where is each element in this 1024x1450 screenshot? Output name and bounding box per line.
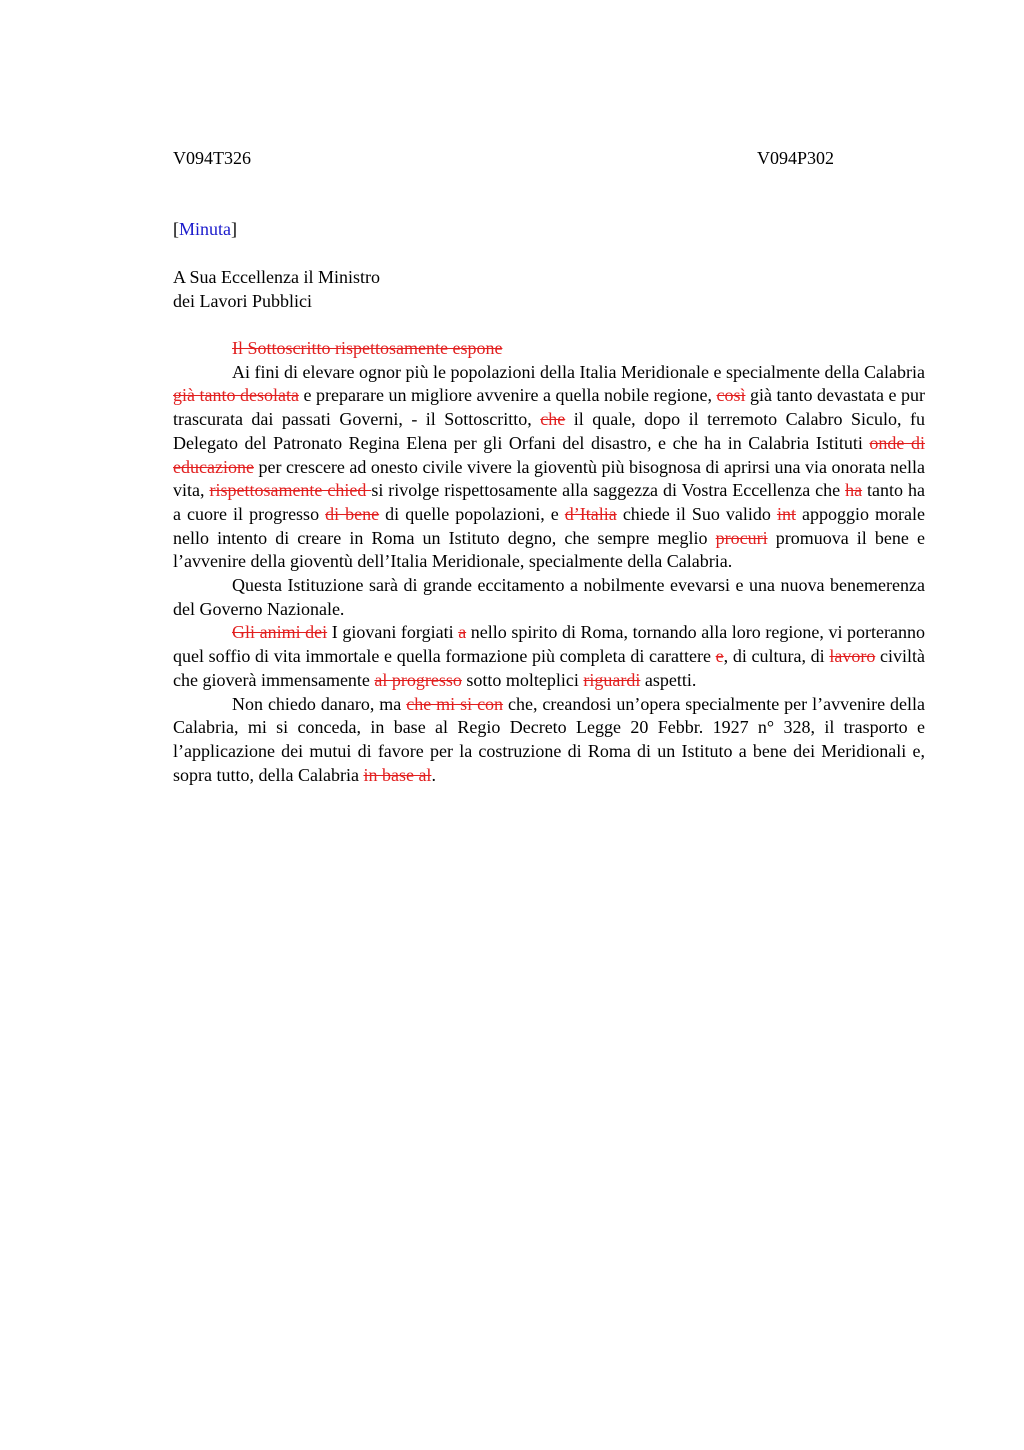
deleted-text: Il Sottoscritto rispettosamente espone — [232, 338, 503, 358]
left-archive-code: V094T326 — [173, 148, 251, 168]
minuta-open-bracket: [ — [173, 219, 179, 239]
letter-body — [173, 337, 925, 787]
minuta-label — [173, 217, 237, 241]
text-segment: aspetti. — [640, 669, 697, 690]
deleted-text: che mi si con — [406, 693, 504, 714]
text-segment: già tanto devastata e pur trascurata dai passati Governi, - il Sottoscritto, — [173, 385, 925, 430]
letter-paragraph — [173, 337, 925, 361]
deleted-text: di bene — [325, 503, 380, 524]
text-segment: per crescere ad onesto civile vivere la gioventù più bisognosa di aprirsi una via onorata nella vita, — [173, 456, 925, 501]
letter-paragraph — [173, 574, 925, 621]
deleted-text: già tanto desolata — [173, 385, 299, 406]
text-segment: . — [431, 764, 436, 785]
deleted-text: Gli animi dei — [232, 622, 328, 643]
minuta-close-bracket: ] — [231, 219, 237, 239]
text-segment: chiede il Suo valido — [616, 503, 777, 524]
deleted-text: d’Italia — [564, 503, 617, 524]
text-segment: si rivolge rispettosamente alla saggezza di Vostra Eccellenza che — [371, 480, 846, 501]
letter-paragraph — [173, 361, 925, 574]
text-segment: appoggio morale nello intento di creare in Roma un Istituto degno, che sempre meglio — [173, 503, 926, 548]
deleted-text: onde di educazione — [173, 432, 925, 477]
deleted-text: a — [458, 622, 467, 643]
text-segment: il quale, dopo il terremoto Calabro Siculo, fu Delegato del Patronato Regina Elena per gli Orfani del disastro, e che ha in Calabria Istituti — [173, 409, 925, 453]
text-segment: che, creandosi un’opera specialmente per l’avvenire della Calabria, mi si conceda, in base al Regio Decreto Legge 20 Febbr. 1927 n° 328, il trasporto e l’applicazione dei mutui di favore per la costruzione di Roma di un Istituto a bene dei Meridionali e, sopra tutto, della Calabria — [173, 693, 925, 785]
deleted-text: ha — [845, 480, 863, 501]
deleted-text: riguardi — [583, 669, 641, 690]
text-segment: civiltà che gioverà immensamente — [173, 646, 925, 690]
text-segment: promuova il bene e l’avvenire della gioventù dell’Italia Meridionale, specialmente della Calabria. — [173, 527, 925, 572]
deleted-text: procuri — [715, 527, 768, 548]
deleted-text: così — [716, 385, 746, 406]
deleted-text: lavoro — [829, 646, 876, 667]
text-segment: sotto molteplici — [461, 669, 584, 690]
deleted-text: e — [715, 646, 724, 667]
text-segment: Non chiedo danaro, ma — [232, 693, 407, 714]
addressee-line-2: dei Lavori Pubblici — [173, 291, 312, 311]
text-segment: tanto ha a cuore il progresso — [173, 480, 925, 524]
letter-paragraph — [173, 621, 925, 692]
deleted-text: che — [540, 409, 566, 430]
deleted-text: in base al — [363, 764, 432, 785]
deleted-text: al progresso — [374, 669, 462, 690]
text-segment: di quelle popolazioni, e — [379, 503, 565, 524]
letter-paragraph — [173, 693, 925, 788]
minuta-text: Minuta — [179, 219, 231, 239]
deleted-text: rispettosamente chied — [209, 480, 372, 501]
text-segment: I giovani forgiati — [327, 622, 459, 643]
right-archive-code: V094P302 — [757, 148, 835, 168]
addressee-line-1: A Sua Eccellenza il Ministro — [173, 267, 380, 287]
addressee-block — [173, 265, 380, 313]
deleted-text: int — [776, 503, 796, 524]
text-segment: Ai fini di elevare ognor più le popolazioni della Italia Meridionale e specialmente della Calabria — [232, 361, 925, 382]
text-segment: nello spirito di Roma, tornando alla loro regione, vi porteranno quel soffio di vita immortale e quella formazione più completa di carattere — [173, 622, 925, 667]
text-segment: , di cultura, di — [723, 646, 830, 667]
text-segment: Questa Istituzione sarà di grande eccitamento a nobilmente evevarsi e una nuova benemerenza del Governo Nazionale. — [173, 575, 925, 619]
text-segment: e preparare un migliore avvenire a quella nobile regione, — [299, 385, 717, 406]
